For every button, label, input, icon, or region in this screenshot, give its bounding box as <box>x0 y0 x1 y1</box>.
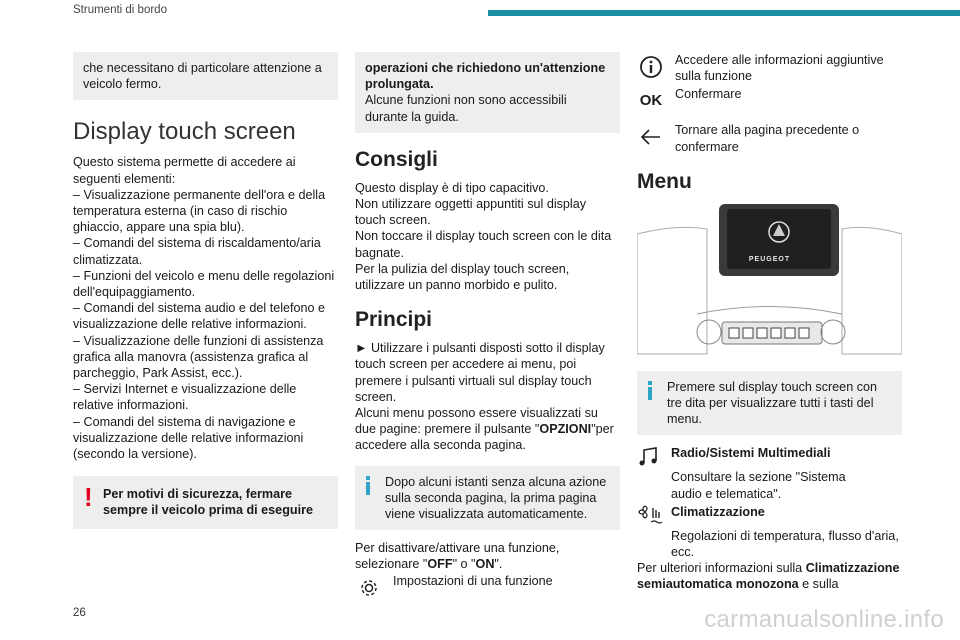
warning-continuation-text: Alcune funzioni non sono accessibili durante la guida. <box>365 93 567 124</box>
clima-title: Climatizzazione <box>671 504 765 519</box>
intro-text: Questo sistema permette di accedere ai seguenti elementi: <box>73 155 296 186</box>
warning-continuation-bold: operazioni che richiedono un'attenzione prolungata. <box>365 61 606 92</box>
bullet-3: – Funzioni del veicolo e menu delle regolazioni dell'equipaggiamento. <box>73 268 335 300</box>
radio-entry <box>637 445 902 501</box>
dashboard-illustration <box>637 204 902 359</box>
ok-row <box>637 86 902 114</box>
opzioni-label: OPZIONI <box>539 422 592 437</box>
music-note-icon <box>637 445 667 469</box>
bullet-2: – Comandi del sistema di riscaldamento/aria climatizzata. <box>73 236 321 267</box>
info-menu-text: Premere sul display touch screen con tre dita per visualizzare tutti i tasti del menu. <box>667 379 877 427</box>
heading-consigli: Consigli <box>355 147 438 171</box>
heading-principi: Principi <box>355 308 433 332</box>
radio-title: Radio/Sistemi Multimediali <box>671 446 831 461</box>
section-title: Strumenti di bordo <box>73 4 167 16</box>
settings-label: Impostazioni di una funzione <box>393 573 553 588</box>
info-circle-icon <box>637 54 665 80</box>
radio-text: Consultare la sezione "Sistema audio e telematica". <box>671 470 846 501</box>
column-left <box>73 52 338 529</box>
more-a: Per ulteriori informazioni sulla <box>637 561 806 576</box>
bullet-1: – Visualizzazione permanente dell'ora e della temperatura esterna (in caso di rischio ghiaccio, appare una spia blu). <box>73 187 326 235</box>
settings-row <box>355 573 620 601</box>
off-label: OFF <box>427 557 453 572</box>
header-accent-bar <box>488 10 960 16</box>
more-b: Climatizzazione semiautomatica monozona <box>637 561 900 592</box>
back-row <box>637 122 902 154</box>
principi-step: ► Utilizzare i pulsanti disposti sotto il display touch screen per accedere ai menu, poi premere i pulsanti virtuali sul display touch screen. <box>355 341 605 404</box>
settings-gear-icon <box>355 575 383 601</box>
info-row <box>637 52 902 84</box>
back-label: Tornare alla pagina precedente o confermare <box>675 123 860 154</box>
consigli-text: Questo display è di tipo capacitivo. Non utilizzare oggetti appuntiti sul display touch screen. Non toccare il display touch screen con le dita bagnate. Per la pulizia del display touch screen, utilizzare un panno morbido e pulito. <box>355 180 612 293</box>
info-box-pages <box>355 466 620 531</box>
toggle-a: Per disattivare/attivare una funzione, selezionare " <box>355 541 560 572</box>
toggle-text <box>355 540 620 572</box>
warning-continuation-box <box>355 52 620 133</box>
back-arrow-icon <box>637 124 665 150</box>
info-box-menu <box>637 371 902 436</box>
on-label: ON <box>475 557 495 572</box>
clima-text: Regolazioni di temperatura, flusso d'aria, ecc. <box>671 528 899 560</box>
watermark: carmanualsonline.info <box>704 606 944 633</box>
page-number: 26 <box>73 607 86 619</box>
ok-label: Confermare <box>675 87 742 102</box>
info-icon <box>647 381 653 399</box>
warning-box <box>73 476 338 528</box>
bullet-7: – Comandi del sistema di navigazione e visualizzazione delle relative informazioni (secondo la versione). <box>73 414 304 462</box>
bullet-6: – Servizi Internet e visualizzazione delle relative informazioni. <box>73 382 297 413</box>
principi-pages-a: Alcuni menu possono essere visualizzati su due pagine: premere il pulsante " <box>355 406 598 437</box>
heading-menu: Menu <box>637 169 692 193</box>
more-c: e sulla <box>798 577 839 592</box>
info-icon <box>365 476 371 494</box>
info-box-text: Dopo alcuni istanti senza alcuna azione sulla seconda pagina, la prima pagina viene visualizzata automaticamente. <box>385 474 607 522</box>
info-label: Accedere alle informazioni aggiuntive sulla funzione <box>675 53 884 84</box>
toggle-c: ". <box>494 557 503 572</box>
bullet-4: – Comandi del sistema audio e del telefono e visualizzazione delle relative informazioni. <box>73 301 326 332</box>
column-right <box>637 52 902 593</box>
warning-icon: ! <box>84 482 93 513</box>
climate-fan-icon <box>637 504 667 528</box>
screen-brand-text: PEUGEOT <box>748 255 791 263</box>
ok-icon: OK <box>639 92 663 110</box>
principi-pages <box>355 405 620 454</box>
heading-display-touch-screen: Display touch screen <box>73 118 296 146</box>
principi-pages-c: "per accedere alla seconda pagina. <box>355 422 614 453</box>
more-info-text <box>637 560 902 592</box>
column-middle <box>355 52 620 601</box>
continuation-text: che necessitano di particolare attenzione a veicolo fermo. <box>83 61 322 92</box>
toggle-b: " o " <box>452 557 476 572</box>
clima-entry <box>637 504 902 560</box>
warning-text: Per motivi di sicurezza, fermare sempre il veicolo prima di eseguire <box>103 487 313 518</box>
continuation-box <box>73 52 338 100</box>
bullet-5: – Visualizzazione delle funzioni di assistenza grafica alla manovra (assistenza grafica al parcheggio, Park Assist, ecc.). <box>73 333 324 381</box>
